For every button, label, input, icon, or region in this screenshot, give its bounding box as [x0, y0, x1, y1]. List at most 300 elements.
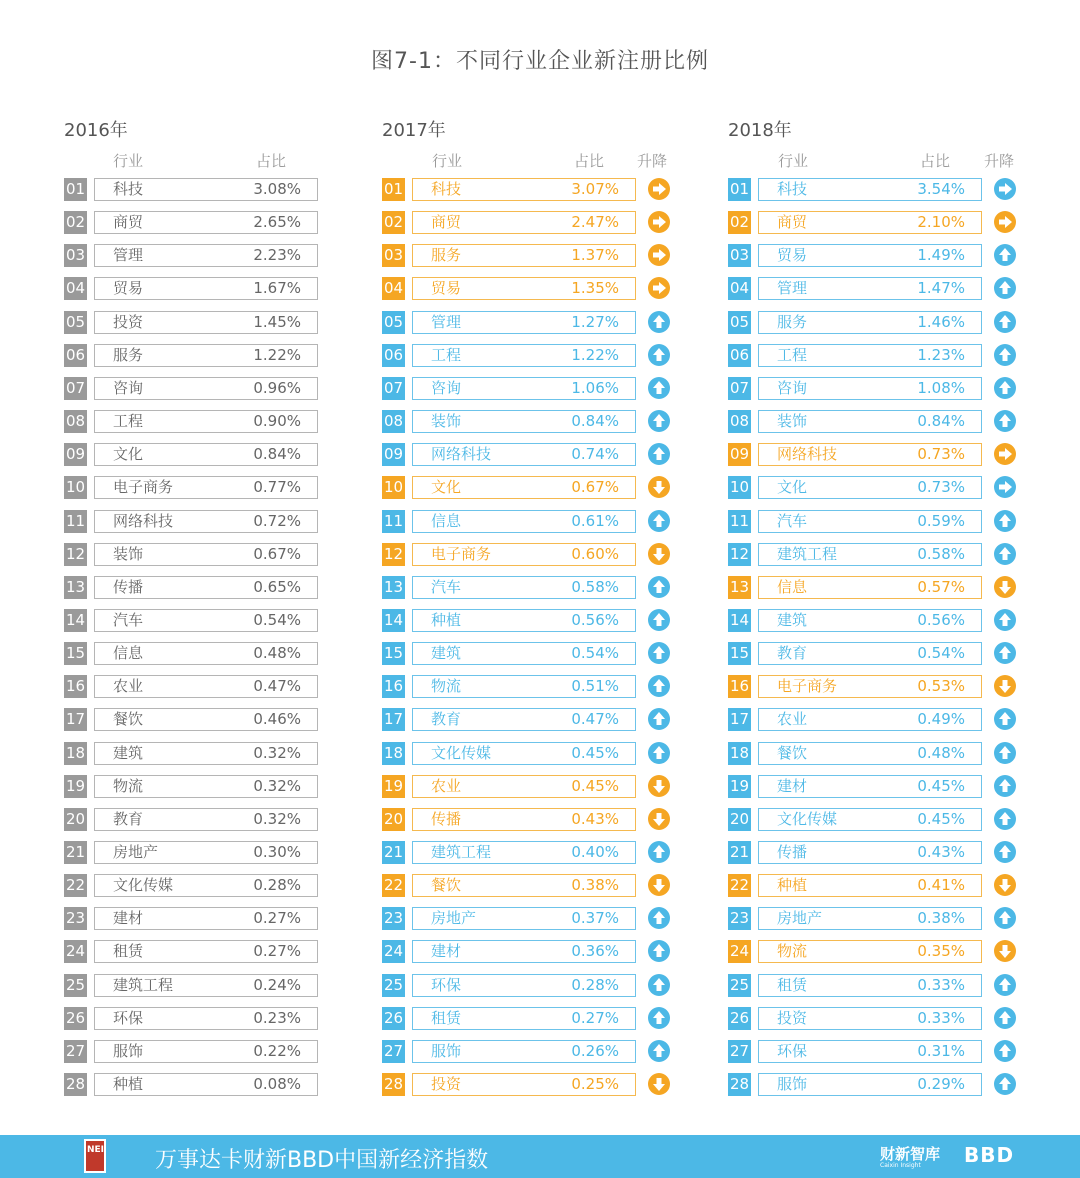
industry-cell	[758, 476, 982, 499]
table-row	[382, 775, 706, 798]
share-value: 0.51%	[571, 677, 619, 695]
industry-name: 物流	[113, 777, 144, 795]
share-value: 2.10%	[917, 213, 965, 231]
change-up-icon	[648, 344, 670, 366]
industry-cell	[94, 609, 318, 632]
share-value: 0.47%	[571, 710, 619, 728]
share-value: 0.37%	[571, 909, 619, 927]
share-value: 1.22%	[571, 346, 619, 364]
rank-badge: 09	[728, 443, 751, 466]
industry-name: 网络科技	[777, 445, 838, 463]
industry-name: 管理	[113, 246, 144, 264]
industry-cell	[758, 609, 982, 632]
industry-name: 文化传媒	[113, 876, 174, 894]
industry-cell	[412, 642, 636, 665]
industry-name: 传播	[431, 810, 462, 828]
industry-name: 建材	[431, 942, 462, 960]
rank-badge: 01	[382, 178, 405, 201]
rank-badge: 18	[728, 742, 751, 765]
table-row	[382, 841, 706, 864]
industry-name: 工程	[777, 346, 808, 364]
industry-name: 建筑	[777, 611, 808, 629]
rank-badge: 16	[382, 675, 405, 698]
rank-badge: 24	[382, 940, 405, 963]
change-up-icon	[994, 344, 1016, 366]
share-value: 0.43%	[571, 810, 619, 828]
industry-name: 信息	[113, 644, 144, 662]
rank-badge: 10	[728, 476, 751, 499]
table-row	[728, 1007, 1052, 1030]
table-row	[382, 874, 706, 897]
industry-name: 服饰	[431, 1042, 462, 1060]
table-row	[64, 576, 388, 599]
change-up-icon	[994, 1073, 1016, 1095]
industry-cell	[412, 543, 636, 566]
share-value: 0.22%	[253, 1042, 301, 1060]
share-value: 0.27%	[571, 1009, 619, 1027]
rank-badge: 06	[64, 344, 87, 367]
industry-cell	[412, 874, 636, 897]
industry-cell	[758, 510, 982, 533]
table-row	[728, 277, 1052, 300]
table-row	[728, 211, 1052, 234]
industry-cell	[758, 907, 982, 930]
industry-name: 商贸	[113, 213, 144, 231]
industry-name: 建材	[113, 909, 144, 927]
rank-badge: 01	[728, 178, 751, 201]
table-row	[64, 443, 388, 466]
industry-name: 租赁	[777, 976, 808, 994]
table-row	[382, 178, 706, 201]
nei-logo-text: NEI	[87, 1145, 105, 1155]
share-value: 0.28%	[571, 976, 619, 994]
rank-badge: 13	[64, 576, 87, 599]
industry-name: 种植	[113, 1075, 144, 1093]
industry-cell	[758, 742, 982, 765]
table-row	[382, 377, 706, 400]
industry-name: 服务	[113, 346, 144, 364]
industry-name: 投资	[777, 1009, 808, 1027]
share-value: 0.35%	[917, 942, 965, 960]
industry-cell	[412, 178, 636, 201]
share-value: 1.23%	[917, 346, 965, 364]
rank-badge: 08	[728, 410, 751, 433]
change-up-icon	[994, 1040, 1016, 1062]
share-value: 0.53%	[917, 677, 965, 695]
industry-name: 文化	[431, 478, 462, 496]
table-row	[382, 1073, 706, 1096]
year-label-2: 2018年	[728, 120, 792, 141]
table-row	[382, 907, 706, 930]
industry-name: 农业	[113, 677, 144, 695]
industry-name: 物流	[777, 942, 808, 960]
industry-name: 咨询	[777, 379, 808, 397]
industry-cell	[94, 708, 318, 731]
share-value: 0.58%	[571, 578, 619, 596]
share-value: 0.45%	[571, 777, 619, 795]
rank-badge: 25	[728, 974, 751, 997]
industry-cell	[94, 244, 318, 267]
table-row	[64, 178, 388, 201]
industry-cell	[412, 1040, 636, 1063]
industry-name: 科技	[113, 180, 144, 198]
table-row	[728, 178, 1052, 201]
industry-cell	[758, 1040, 982, 1063]
rank-badge: 13	[382, 576, 405, 599]
rank-badge: 05	[728, 311, 751, 334]
industry-name: 文化传媒	[777, 810, 838, 828]
industry-name: 电子商务	[777, 677, 838, 695]
rank-badge: 28	[728, 1073, 751, 1096]
share-value: 3.08%	[253, 180, 301, 198]
table-row	[728, 874, 1052, 897]
share-value: 0.43%	[917, 843, 965, 861]
caixin-logo: 财新智库	[880, 1145, 941, 1163]
share-value: 0.59%	[917, 512, 965, 530]
share-value: 1.35%	[571, 279, 619, 297]
industry-name: 环保	[431, 976, 462, 994]
share-value: 1.06%	[571, 379, 619, 397]
share-value: 0.84%	[917, 412, 965, 430]
change-up-icon	[994, 1007, 1016, 1029]
change-down-icon	[994, 874, 1016, 896]
share-value: 0.24%	[253, 976, 301, 994]
industry-cell	[758, 211, 982, 234]
change-up-icon	[648, 642, 670, 664]
table-row	[64, 907, 388, 930]
table-row	[64, 277, 388, 300]
table-row	[382, 244, 706, 267]
industry-cell	[758, 443, 982, 466]
share-value: 0.54%	[571, 644, 619, 662]
rank-badge: 04	[382, 277, 405, 300]
industry-cell	[412, 244, 636, 267]
change-up-icon	[994, 742, 1016, 764]
industry-cell	[758, 1007, 982, 1030]
industry-name: 餐饮	[113, 710, 144, 728]
share-value: 0.27%	[253, 909, 301, 927]
share-value: 0.28%	[253, 876, 301, 894]
table-row	[64, 808, 388, 831]
table-row	[64, 609, 388, 632]
table-row	[64, 410, 388, 433]
table-row	[64, 708, 388, 731]
change-down-icon	[994, 675, 1016, 697]
rank-badge: 12	[382, 543, 405, 566]
industry-cell	[94, 576, 318, 599]
change-flat-icon	[648, 178, 670, 200]
change-up-icon	[994, 708, 1016, 730]
share-value: 0.67%	[571, 478, 619, 496]
table-row	[728, 940, 1052, 963]
industry-name: 管理	[777, 279, 808, 297]
rank-badge: 23	[728, 907, 751, 930]
table-row	[382, 410, 706, 433]
industry-name: 租赁	[431, 1009, 462, 1027]
share-value: 3.07%	[571, 180, 619, 198]
industry-name: 种植	[777, 876, 808, 894]
rank-badge: 11	[382, 510, 405, 533]
industry-cell	[412, 609, 636, 632]
industry-name: 装饰	[431, 412, 462, 430]
rank-badge: 24	[64, 940, 87, 963]
industry-cell	[94, 443, 318, 466]
industry-cell	[94, 841, 318, 864]
table-row	[64, 940, 388, 963]
share-value: 0.74%	[571, 445, 619, 463]
industry-cell	[94, 940, 318, 963]
industry-name: 文化传媒	[431, 744, 492, 762]
industry-name: 科技	[431, 180, 462, 198]
caixin-logo-sub: Caixin Insight	[880, 1162, 921, 1169]
share-value: 0.65%	[253, 578, 301, 596]
table-row	[64, 675, 388, 698]
share-value: 1.08%	[917, 379, 965, 397]
industry-cell	[94, 907, 318, 930]
industry-cell	[94, 178, 318, 201]
rank-badge: 21	[728, 841, 751, 864]
industry-cell	[758, 277, 982, 300]
table-row	[382, 675, 706, 698]
table-row	[728, 244, 1052, 267]
share-value: 0.73%	[917, 478, 965, 496]
industry-name: 农业	[431, 777, 462, 795]
table-row	[728, 675, 1052, 698]
share-value: 1.22%	[253, 346, 301, 364]
share-value: 0.36%	[571, 942, 619, 960]
industry-name: 建筑工程	[431, 843, 492, 861]
rank-badge: 26	[728, 1007, 751, 1030]
rank-badge: 22	[382, 874, 405, 897]
rank-badge: 04	[728, 277, 751, 300]
rank-badge: 12	[64, 543, 87, 566]
year-label-0: 2016年	[64, 120, 128, 141]
industry-cell	[758, 1073, 982, 1096]
table-row	[728, 907, 1052, 930]
industry-cell	[94, 642, 318, 665]
table-row	[64, 377, 388, 400]
rank-badge: 11	[728, 510, 751, 533]
industry-cell	[412, 775, 636, 798]
industry-name: 信息	[431, 512, 462, 530]
industry-name: 餐饮	[777, 744, 808, 762]
share-value: 0.90%	[253, 412, 301, 430]
rank-badge: 11	[64, 510, 87, 533]
rank-badge: 02	[728, 211, 751, 234]
industry-cell	[412, 940, 636, 963]
table-row	[382, 1007, 706, 1030]
industry-name: 房地产	[431, 909, 477, 927]
share-value: 0.32%	[253, 810, 301, 828]
share-value: 0.31%	[917, 1042, 965, 1060]
industry-name: 汽车	[431, 578, 462, 596]
table-row	[64, 1073, 388, 1096]
industry-name: 建筑工程	[777, 545, 838, 563]
industry-cell	[412, 476, 636, 499]
share-value: 2.65%	[253, 213, 301, 231]
change-up-icon	[648, 311, 670, 333]
table-row	[728, 974, 1052, 997]
rank-badge: 22	[64, 874, 87, 897]
rank-badge: 14	[728, 609, 751, 632]
table-row	[64, 211, 388, 234]
table-row	[382, 344, 706, 367]
rank-badge: 27	[728, 1040, 751, 1063]
share-value: 0.56%	[571, 611, 619, 629]
share-value: 0.61%	[571, 512, 619, 530]
industry-name: 环保	[113, 1009, 144, 1027]
industry-cell	[758, 940, 982, 963]
table-row	[728, 311, 1052, 334]
industry-cell	[94, 675, 318, 698]
rank-badge: 03	[382, 244, 405, 267]
industry-cell	[412, 1007, 636, 1030]
share-value: 0.40%	[571, 843, 619, 861]
industry-name: 环保	[777, 1042, 808, 1060]
industry-name: 建筑	[113, 744, 144, 762]
industry-name: 科技	[777, 180, 808, 198]
rank-badge: 14	[382, 609, 405, 632]
rank-badge: 22	[728, 874, 751, 897]
table-row	[728, 642, 1052, 665]
industry-name: 管理	[431, 313, 462, 331]
table-row	[382, 708, 706, 731]
table-row	[64, 775, 388, 798]
industry-header: 行业	[432, 152, 463, 170]
rank-badge: 07	[64, 377, 87, 400]
share-value: 1.45%	[253, 313, 301, 331]
table-row	[728, 708, 1052, 731]
share-value: 0.46%	[253, 710, 301, 728]
industry-name: 装饰	[777, 412, 808, 430]
share-value: 0.38%	[571, 876, 619, 894]
share-value: 1.27%	[571, 313, 619, 331]
rank-badge: 10	[64, 476, 87, 499]
rank-badge: 20	[382, 808, 405, 831]
industry-name: 咨询	[113, 379, 144, 397]
change-up-icon	[994, 642, 1016, 664]
rank-badge: 25	[64, 974, 87, 997]
rank-badge: 08	[64, 410, 87, 433]
change-down-icon	[994, 576, 1016, 598]
rank-badge: 26	[64, 1007, 87, 1030]
industry-name: 投资	[113, 313, 144, 331]
rank-badge: 02	[382, 211, 405, 234]
rank-badge: 17	[382, 708, 405, 731]
industry-name: 房地产	[777, 909, 823, 927]
table-row	[64, 974, 388, 997]
change-up-icon	[994, 377, 1016, 399]
industry-cell	[758, 178, 982, 201]
rank-badge: 01	[64, 178, 87, 201]
share-value: 0.29%	[917, 1075, 965, 1093]
industry-cell	[94, 476, 318, 499]
industry-name: 文化	[113, 445, 144, 463]
table-row	[382, 510, 706, 533]
industry-cell	[758, 841, 982, 864]
industry-name: 汽车	[777, 512, 808, 530]
share-value: 0.54%	[253, 611, 301, 629]
share-value: 0.25%	[571, 1075, 619, 1093]
table-row	[382, 311, 706, 334]
rank-badge: 18	[64, 742, 87, 765]
rank-badge: 24	[728, 940, 751, 963]
industry-cell	[412, 974, 636, 997]
industry-cell	[94, 1007, 318, 1030]
industry-name: 网络科技	[113, 512, 174, 530]
industry-name: 商贸	[777, 213, 808, 231]
change-up-icon	[994, 775, 1016, 797]
table-row	[728, 1040, 1052, 1063]
industry-cell	[758, 244, 982, 267]
change-up-icon	[994, 410, 1016, 432]
share-value: 1.37%	[571, 246, 619, 264]
change-up-icon	[994, 841, 1016, 863]
share-value: 0.27%	[253, 942, 301, 960]
rank-badge: 23	[64, 907, 87, 930]
rank-badge: 23	[382, 907, 405, 930]
industry-cell	[758, 344, 982, 367]
table-row	[728, 841, 1052, 864]
industry-cell	[94, 742, 318, 765]
industry-cell	[758, 675, 982, 698]
change-up-icon	[994, 311, 1016, 333]
change-up-icon	[648, 576, 670, 598]
share-value: 0.48%	[253, 644, 301, 662]
share-value: 0.73%	[917, 445, 965, 463]
industry-name: 教育	[113, 810, 144, 828]
industry-name: 信息	[777, 578, 808, 596]
share-value: 0.33%	[917, 1009, 965, 1027]
share-value: 0.58%	[917, 545, 965, 563]
industry-cell	[94, 974, 318, 997]
rank-badge: 28	[382, 1073, 405, 1096]
rank-badge: 19	[64, 775, 87, 798]
industry-name: 餐饮	[431, 876, 462, 894]
industry-name: 电子商务	[431, 545, 492, 563]
industry-cell	[758, 642, 982, 665]
table-row	[64, 311, 388, 334]
share-value: 0.30%	[253, 843, 301, 861]
change-up-icon	[994, 244, 1016, 266]
rank-badge: 02	[64, 211, 87, 234]
rank-badge: 27	[64, 1040, 87, 1063]
share-value: 0.33%	[917, 976, 965, 994]
footer-title: 万事达卡财新BBD中国新经济指数	[155, 1148, 489, 1173]
change-flat-icon	[994, 178, 1016, 200]
table-row	[728, 775, 1052, 798]
share-value: 0.48%	[917, 744, 965, 762]
industry-cell	[94, 1040, 318, 1063]
industry-name: 服饰	[113, 1042, 144, 1060]
share-header: 占比	[256, 152, 287, 170]
table-row	[64, 642, 388, 665]
table-row	[382, 642, 706, 665]
industry-name: 工程	[431, 346, 462, 364]
table-row	[728, 742, 1052, 765]
industry-cell	[412, 708, 636, 731]
rank-badge: 17	[64, 708, 87, 731]
change-down-icon	[648, 543, 670, 565]
rank-badge: 05	[382, 311, 405, 334]
industry-name: 电子商务	[113, 478, 174, 496]
change-up-icon	[648, 377, 670, 399]
table-row	[64, 742, 388, 765]
change-up-icon	[648, 1007, 670, 1029]
industry-name: 商贸	[431, 213, 462, 231]
rank-badge: 14	[64, 609, 87, 632]
industry-name: 建材	[777, 777, 808, 795]
